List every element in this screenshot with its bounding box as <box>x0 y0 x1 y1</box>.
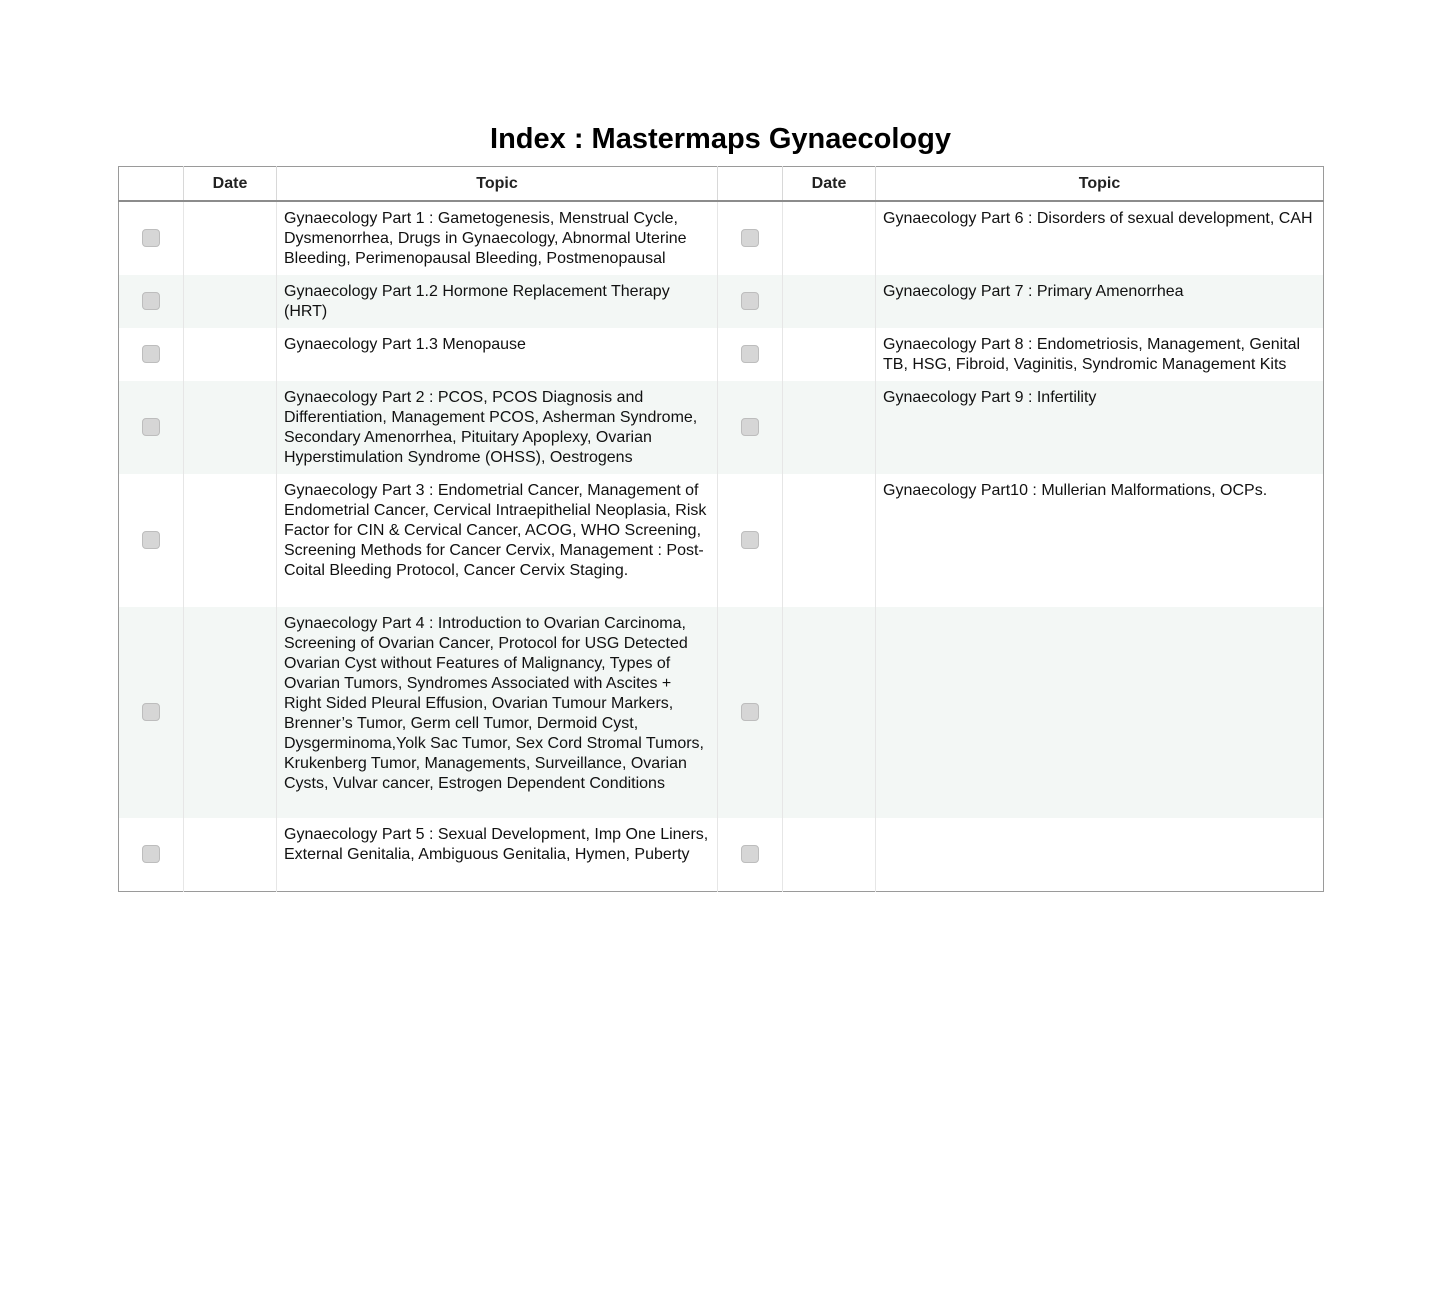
check-cell <box>718 201 783 275</box>
checkbox[interactable] <box>741 418 759 436</box>
check-cell <box>718 474 783 607</box>
topic-cell: Gynaecology Part 1 : Gametogenesis, Menstrual Cycle, Dysmenorrhea, Drugs in Gynaecology, Abnormal Uterine Bleeding, Perimenopausal Bleeding, Postmenopausal <box>277 201 718 275</box>
table-row <box>119 474 1324 607</box>
header-check-left <box>119 167 184 202</box>
topic-cell: Gynaecology Part 1.2 Hormone Replacement Therapy (HRT) <box>277 275 718 328</box>
date-cell[interactable] <box>783 201 876 275</box>
date-cell[interactable] <box>184 474 277 607</box>
check-cell <box>119 381 184 474</box>
date-cell[interactable] <box>184 381 277 474</box>
check-cell <box>718 818 783 891</box>
checkbox[interactable] <box>741 292 759 310</box>
checkbox[interactable] <box>142 292 160 310</box>
check-cell <box>718 275 783 328</box>
checkbox[interactable] <box>741 845 759 863</box>
check-cell <box>119 474 184 607</box>
checkbox[interactable] <box>142 345 160 363</box>
table-row <box>119 328 1324 381</box>
topic-cell <box>876 818 1324 891</box>
topic-cell: Gynaecology Part 4 : Introduction to Ovarian Carcinoma, Screening of Ovarian Cancer, Protocol for USG Detected Ovarian Cyst without Features of Malignancy, Types of Ovarian Tumors, Syndromes Associated with Ascites + Right Sided Pleural Effusion, Ovarian Tumour Markers, Brenner’s Tumor, Germ cell Tumor, Dermoid Cyst, Dysgerminoma,Yolk Sac Tumor, Sex Cord Stromal Tumors, Krukenberg Tumor, Managements, Surveillance, Ovarian Cysts, Vulvar cancer, Estrogen Dependent Conditions <box>277 607 718 818</box>
checkbox[interactable] <box>142 703 160 721</box>
checkbox[interactable] <box>741 703 759 721</box>
table-row <box>119 275 1324 328</box>
topic-cell <box>876 607 1324 818</box>
check-cell <box>718 607 783 818</box>
check-cell <box>119 201 184 275</box>
topic-cell: Gynaecology Part 7 : Primary Amenorrhea <box>876 275 1324 328</box>
date-cell[interactable] <box>783 818 876 891</box>
checkbox[interactable] <box>142 418 160 436</box>
check-cell <box>718 328 783 381</box>
date-cell[interactable] <box>184 201 277 275</box>
check-cell <box>119 818 184 891</box>
header-topic-right: Topic <box>876 167 1324 202</box>
table-row <box>119 381 1324 474</box>
topic-cell: Gynaecology Part 2 : PCOS, PCOS Diagnosis and Differentiation, Management PCOS, Asherman Syndrome, Secondary Amenorrhea, Pituitary Apoplexy, Ovarian Hyperstimulation Syndrome (OHSS), Oestrogens <box>277 381 718 474</box>
checkbox[interactable] <box>142 229 160 247</box>
header-check-right <box>718 167 783 202</box>
table-row <box>119 607 1324 818</box>
date-cell[interactable] <box>783 474 876 607</box>
check-cell <box>119 328 184 381</box>
topic-cell: Gynaecology Part 6 : Disorders of sexual development, CAH <box>876 201 1324 275</box>
date-cell[interactable] <box>783 275 876 328</box>
header-date-right: Date <box>783 167 876 202</box>
topic-cell: Gynaecology Part 3 : Endometrial Cancer, Management of Endometrial Cancer, Cervical Intraepithelial Neoplasia, Risk Factor for CIN & Cervical Cancer, ACOG, WHO Screening, Screening Methods for Cancer Cervix, Management : Post-Coital Bleeding Protocol, Cancer Cervix Staging. <box>277 474 718 607</box>
date-cell[interactable] <box>184 275 277 328</box>
checkbox[interactable] <box>741 345 759 363</box>
header-row <box>119 167 1324 202</box>
table-row <box>119 201 1324 275</box>
topic-cell: Gynaecology Part 1.3 Menopause <box>277 328 718 381</box>
date-cell[interactable] <box>783 607 876 818</box>
date-cell[interactable] <box>184 818 277 891</box>
checkbox[interactable] <box>142 845 160 863</box>
page-title: Index : Mastermaps Gynaecology <box>490 123 951 155</box>
topic-cell: Gynaecology Part 9 : Infertility <box>876 381 1324 474</box>
checkbox[interactable] <box>741 229 759 247</box>
table-row <box>119 818 1324 891</box>
checkbox[interactable] <box>741 531 759 549</box>
topic-cell: Gynaecology Part 5 : Sexual Development, Imp One Liners, External Genitalia, Ambiguous Genitalia, Hymen, Puberty <box>277 818 718 891</box>
date-cell[interactable] <box>184 328 277 381</box>
index-table <box>118 166 1324 892</box>
header-date-left: Date <box>184 167 277 202</box>
check-cell <box>119 607 184 818</box>
topic-cell: Gynaecology Part 8 : Endometriosis, Management, Genital TB, HSG, Fibroid, Vaginitis, Syndromic Management Kits <box>876 328 1324 381</box>
header-topic-left: Topic <box>277 167 718 202</box>
date-cell[interactable] <box>783 328 876 381</box>
check-cell <box>119 275 184 328</box>
date-cell[interactable] <box>184 607 277 818</box>
checkbox[interactable] <box>142 531 160 549</box>
topic-cell: Gynaecology Part10 : Mullerian Malformations, OCPs. <box>876 474 1324 607</box>
check-cell <box>718 381 783 474</box>
date-cell[interactable] <box>783 381 876 474</box>
